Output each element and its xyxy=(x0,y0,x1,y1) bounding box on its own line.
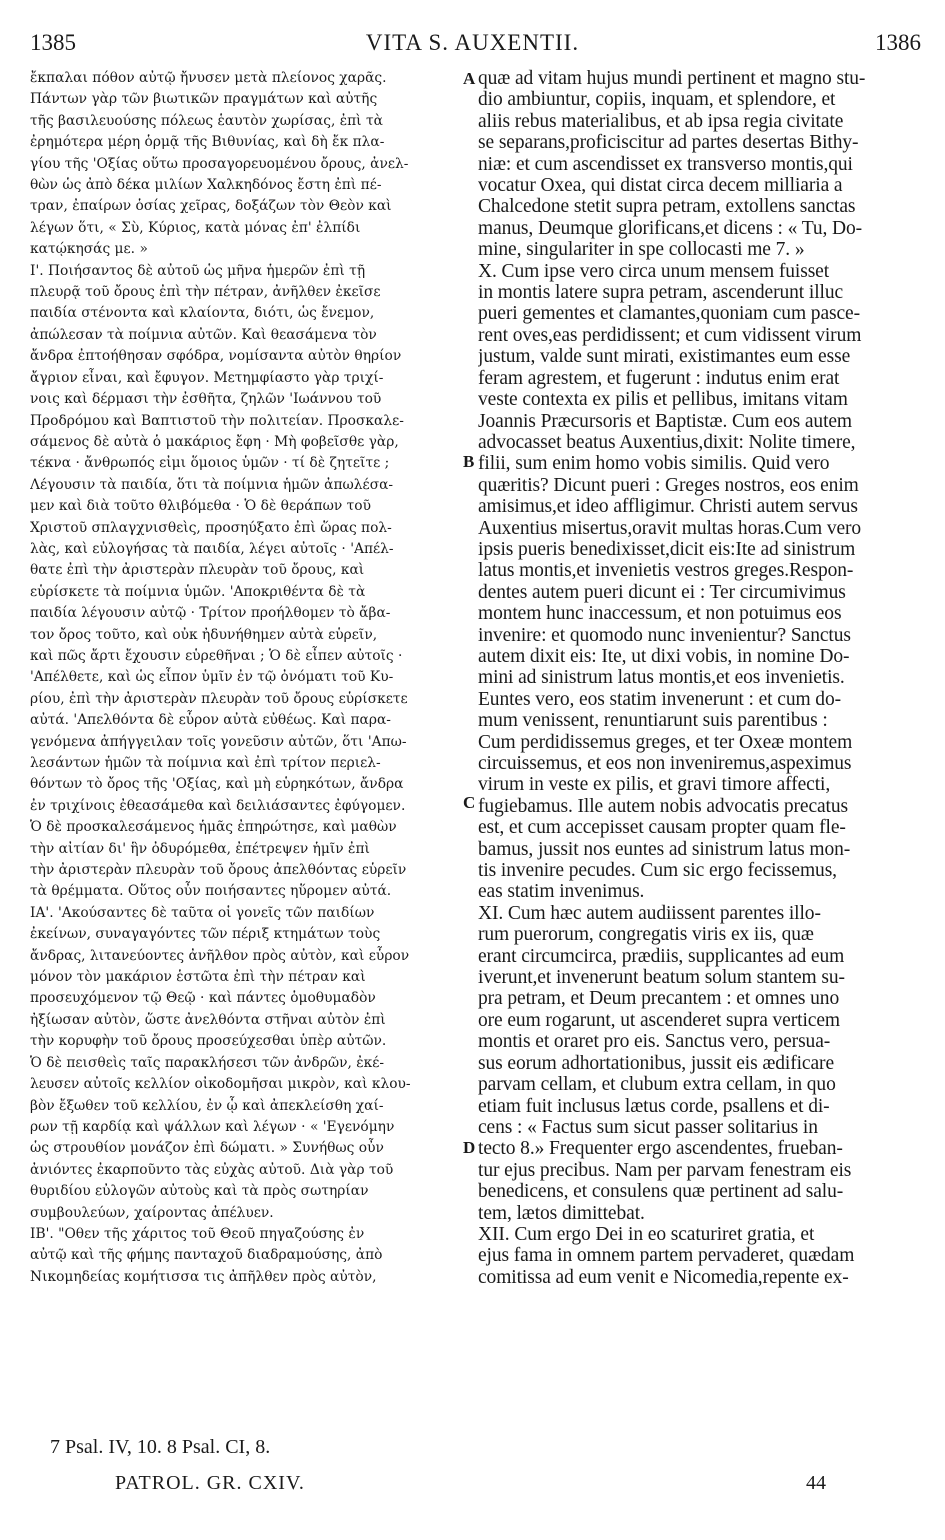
running-title: VITA S. AUXENTII. xyxy=(365,30,580,55)
greek-text-line: θὼν ὡς ἀπὸ δέκα μιλίων Χαλκηδόνος ἔστη ἐπὶ πέ- xyxy=(30,177,382,194)
greek-text-line: σάμενος δὲ αὐτὰ ὁ μακάριος ἔφη · Μὴ φοβεῖσθε γὰρ, xyxy=(30,433,399,450)
latin-text-line: eas statim invenimus. xyxy=(478,881,645,903)
greek-text-line: τὴν ἀριστερὰν πλευρὰν τοῦ ὄρους ἀπελθόντας εὑρεῖν xyxy=(30,862,407,879)
greek-text-line: καὶ πῶς ἄρτι ἔχουσιν εὑρεθῆναι ; Ὁ δὲ εἶπεν αὐτοῖς · xyxy=(30,647,403,664)
greek-text-line: ἄνδρας, λιτανεύοντες ἀνῆλθον πρὸς αὐτὸν, καὶ εὗρον xyxy=(30,947,410,964)
greek-text-line: τραν, ἐπαίρων ὁσίας χεῖρας, δοξάζων τὸν Θεὸν καὶ xyxy=(30,198,392,215)
margin-letter-b: B xyxy=(463,452,475,471)
latin-column xyxy=(478,68,908,1288)
greek-text-line: λεσάντων ἡμῶν τὰ ποίμνια καὶ ἐπὶ τρίτον περιελ- xyxy=(30,755,381,771)
margin-letter-a: A xyxy=(463,69,476,88)
latin-text-line: tur ejus precibus. Nam per parvam fenestram eis xyxy=(478,1159,852,1181)
greek-text-line: συμβουλεύων, χαίροντας ἀπέλυεν. xyxy=(30,1204,274,1221)
greek-text-line: Χριστοῦ σπλαγχνισθεὶς, προσηύξατο ἐπὶ ὥρας πολ- xyxy=(30,519,392,536)
greek-text-line: 'Απέλθετε, καὶ ὡς εἶπον ὑμῖν ἐν τῷ ὀνόματι τοῦ Κυ- xyxy=(30,669,394,686)
greek-text-line: ἄγριον εἶναι, καὶ ἔφυγον. Μετημφίαστο γὰρ τριχί- xyxy=(30,369,384,386)
greek-text-line: μόνον τὸν μακάριον ἑστῶτα ἐπὶ τὴν πέτραν καὶ xyxy=(30,969,366,986)
latin-text-line: virum in veste ex pilis, et gravi timore affecti, xyxy=(478,774,831,796)
latin-text-line: cens : « Factus sum sicut passer solitarius in xyxy=(478,1116,818,1138)
latin-text-line: Cum perdidissemus greges, et ter Oxeæ montem xyxy=(478,731,853,753)
greek-text-line: αὐτά. 'Απελθόντα δὲ εὗρον αὐτὰ εὐθέως. Καὶ παρα- xyxy=(30,712,391,729)
latin-text-line: feram agrestem, et fugerunt : indutus enim erat xyxy=(478,367,840,389)
greek-text-line: Ι'. Ποιήσαντος δὲ αὐτοῦ ὡς μῆνα ἡμερῶν ἐπὶ τῇ xyxy=(30,262,366,279)
latin-text-line: veste contexta ex pilis et pellibus, imitans vitam xyxy=(478,389,848,411)
greek-text-line: νοις καὶ δέρμασι τὴν ἐσθῆτα, ζηλῶν 'Ιωάννου τοῦ xyxy=(30,391,382,408)
greek-text-line: τῆς βασιλευούσης πόλεως ἑαυτὸν χωρίσας, ἐπὶ τὰ xyxy=(30,112,383,129)
latin-text-line: invenire: et quomodo nunc invenientur? Sanctus xyxy=(478,624,851,646)
greek-text-line: ἐρημότερα μέρη ὁρμᾷ τῆς Βιθυνίας, καὶ δὴ ἔκ πλα- xyxy=(30,134,385,151)
greek-text-line: τὰ θρέμματα. Οὕτος οὖν ποιήσαντες ηὕρομεν αὐτά. xyxy=(30,883,392,900)
latin-text-line: parvam cellam, et clubum extra cellam, in quo xyxy=(478,1074,836,1096)
greek-text-line: κατῴκησάς με. » xyxy=(30,241,148,258)
greek-text-line: τον ὄρος τοῦτο, καὶ οὐκ ἠδυνήθημεν αὐτὰ εὑρεῖν, xyxy=(30,626,378,643)
greek-text-line: λὰς, καὶ εὐλογήσας τὰ παιδία, λέγει αὐτοῖς · 'Απέλ- xyxy=(30,540,394,557)
latin-text-line: dio ambiuntur, copiis, inquam, et splendore, et xyxy=(478,89,836,111)
greek-text-line: παιδία λέγουσιν αὐτῷ · Τρίτον προήλθομεν τὸ ἄβα- xyxy=(30,605,391,622)
greek-text-line: ἀπώλεσαν τὰ ποίμνια αὐτῶν. Καὶ θεασάμενα τὸν xyxy=(30,326,377,343)
greek-text-line: ρίου, ἐπὶ τὴν ἀριστερὰν πλευρὰν τοῦ ὄρους εὑρίσκετε xyxy=(30,690,408,707)
latin-text-line: aliis rebus materialibus, et ab ipsa regia civitate xyxy=(478,110,844,132)
greek-text-line: Ὁ δὲ πεισθεὶς ταῖς παρακλήσεσι τῶν ἀνδρῶν, ἐκέ- xyxy=(30,1054,385,1071)
greek-text-line: τὴν κορυφὴν τοῦ ὄρους προσεύχεσθαι ὑπὲρ αὐτῶν. xyxy=(30,1033,387,1050)
latin-text-line: tis invenire pecudes. Cum sic ergo fecissemus, xyxy=(478,860,837,882)
latin-text-line: Chalcedone stetit supra petram, extollens sanctas xyxy=(478,196,856,218)
greek-text-line: αὐτῷ καὶ τῆς φήμης πανταχοῦ διαδραμούσης, ἀπὸ xyxy=(30,1247,383,1264)
latin-text-line: sus eorum adhortationibus, jussit eis ædificare xyxy=(478,1052,834,1074)
greek-text-line: ἄνδρα ἐπτοήθησαν σφόδρα, νομίσαντα αὐτὸν θηρίον xyxy=(30,348,402,365)
greek-text-line: προσευχόμενον τῷ Θεῷ · καὶ πάντες ὁμοθυμαδὸν xyxy=(30,990,376,1007)
latin-text-line: circuissemus, et eos non inveniremus,aspeximus xyxy=(478,753,852,774)
latin-text-line: erant circumcirca, prædiis, supplicantes ad eum xyxy=(478,945,845,967)
greek-text-line: ΙΒ'. "Οθεν τῆς χάριτος τοῦ Θεοῦ πηγαζούσης ἐν xyxy=(30,1225,365,1242)
greek-text-line: τέκνα · ἄνθρωπός εἰμι ὅμοιος ὑμῶν · τί δὲ ζητεῖτε ; xyxy=(30,455,390,472)
greek-text-line: παιδία στένοντα καὶ κλαίοντα, διότι, ὡς ἔνεμον, xyxy=(30,305,375,322)
latin-text-line: benedicens, et consulens quæ pertinent ad salu- xyxy=(478,1181,844,1203)
latin-text-line: mine, singulariter in spe collocasti me 7. » xyxy=(478,239,805,261)
latin-text-line: se separans,proficiscitur ad partes desertas Bithy- xyxy=(478,132,859,154)
latin-text-line: mum venissent, renuntiarunt suis parentibus : xyxy=(478,710,828,732)
latin-text-line: XI. Cum hæc autem audiissent parentes illo- xyxy=(478,902,821,924)
greek-text-line: ρων τῇ καρδίᾳ καὶ ψάλλων καὶ λέγων · « 'Εγενόμην xyxy=(30,1118,395,1135)
greek-text-line: ἐν τριχίνοις ἐθεασάμεθα καὶ δειλιάσαντες ἐφύγομεν. xyxy=(30,797,406,814)
latin-text-line: etiam fuit inclusus lætus corde, psallens et di- xyxy=(478,1095,830,1117)
greek-text-line: ὡς στρουθίον μονάζον ἐπὶ δώματι. » Συνήθως οὖν xyxy=(30,1140,384,1157)
latin-text-line: iverunt,et invenerunt beatum solum stantem su- xyxy=(478,967,845,989)
latin-text-line: Joannis Præcursoris et Baptistæ. Cum eos autem xyxy=(478,410,853,432)
greek-text-line: Πάντων γὰρ τῶν βιωτικῶν πραγμάτων καὶ αὐτῆς xyxy=(30,91,378,108)
greek-text-line: θυριδίου εὐλογῶν αὐτοὺς καὶ τὰ πρὸς σωτηρίαν xyxy=(30,1183,369,1200)
latin-text-line: pueri gementes et clamantes,quoniam cum pasce- xyxy=(478,303,861,325)
greek-text-line: ἠξίωσαν αὐτὸν, ὥστε ἀνελθόντα στῆναι αὐτὸν ἐπὶ xyxy=(30,1011,386,1028)
latin-text-line: X. Cum ipse vero circa unum mensem fuisset xyxy=(478,260,830,282)
right-page-number: 1386 xyxy=(875,30,921,55)
greek-text-line: γίου τῆς 'Οξίας οὕτω προσαγορευομένου ὄρους, ἀνελ- xyxy=(30,155,409,172)
page-header xyxy=(0,30,945,66)
latin-text-line: justum, valde sunt mirati, existimantes eum esse xyxy=(478,346,851,368)
greek-text-line: ἐκείνων, συναγαγόντες τῶν πέριξ κτημάτων τοὺς xyxy=(30,926,381,943)
greek-text-line: Νικομηδείας κομήτισσα τις ἀπῆλθεν πρὸς αὐτὸν, xyxy=(30,1268,377,1285)
latin-text-line: quæ ad vitam hujus mundi pertinent et magno stu- xyxy=(478,68,866,89)
greek-text-line: Προδρόμου καὶ Βαπτιστοῦ τὴν πολιτείαν. Προσκαλε- xyxy=(30,412,404,429)
latin-text-line: in montis latere supra petram, ascenderunt illuc xyxy=(478,282,844,304)
latin-text-line: manus, Deumque glorificans,et dicens : « Tu, Do- xyxy=(478,217,863,239)
latin-text-line: ejus fama in omnem partem pervaderet, quædam xyxy=(478,1245,855,1267)
greek-text-line: βὸν ἔξωθεν τοῦ κελλίου, ἐν ᾧ καὶ ἀπεκλείσθη χαί- xyxy=(30,1097,384,1114)
greek-text-line: τὴν αἰτίαν δι' ἣν ὀδυρόμεθα, ἐπέτρεψεν ἡμῖν ἐπὶ xyxy=(30,840,370,857)
latin-text-line: latus montis,et invenietis vestros greges.Respon- xyxy=(478,560,854,582)
latin-text-line: tecto 8.» Frequenter ergo ascendentes, frueban- xyxy=(478,1138,843,1160)
margin-letter-c: C xyxy=(463,793,476,812)
latin-text-line: tem, lætos dimittebat. xyxy=(478,1202,645,1224)
left-page-number: 1385 xyxy=(30,30,76,55)
latin-text-line: vocatur Oxea, qui distat circa decem milliaria a xyxy=(478,175,843,197)
latin-text-line: comitissa ad eum venit e Nicomedia,repente ex- xyxy=(478,1266,849,1288)
latin-text-line: rum puerorum, congregatis viris ex iis, quæ xyxy=(478,924,814,946)
latin-text-line: fugiebamus. Ille autem nobis advocatis precatus xyxy=(478,795,849,817)
latin-text-line: est, et cum accepisset causam propter quam fle- xyxy=(478,817,846,839)
latin-text-line: niæ: et cum ascendisset ex transverso montis,qui xyxy=(478,153,853,175)
footnotes: 7 Psal. IV, 10. 8 Psal. CI, 8. xyxy=(50,1436,271,1458)
greek-text-line: Λέγουσιν τὰ παιδία, ὅτι τὰ ποίμνια ἡμῶν ἀπωλέσα- xyxy=(30,476,394,493)
greek-text-line: ἀνιόντες ἐκαρποῦντο τὰς εὐχὰς αὐτοῦ. Διὰ γὰρ τοῦ xyxy=(30,1161,394,1178)
greek-text-line: λέγων ὅτι, « Σὺ, Κύριος, κατὰ μόνας ἐπ' ἐλπίδι xyxy=(30,219,361,236)
latin-text-line: montis et oraret pro eis. Sanctus vero, persua- xyxy=(478,1031,831,1053)
greek-text-line: ΙΑ'. 'Ακούσαντες δὲ ταῦτα οἱ γονεῖς τῶν παιδίων xyxy=(30,904,375,921)
margin-letter-d: D xyxy=(463,1138,476,1157)
latin-text-line: dentes autem pueri dicunt ei : Ter circumivimus xyxy=(478,581,846,603)
latin-text-line: amisimus,et ideo affligimur. Christi autem servus xyxy=(478,496,858,518)
latin-text-line: XII. Cum ergo Dei in eo scaturiret gratia, et xyxy=(478,1223,815,1245)
latin-text-line: quæritis? Dicunt pueri : Greges nostros, eos enim xyxy=(478,474,859,496)
greek-text-line: θατε ἐπὶ τὴν ἀριστερὰν πλευρὰν τοῦ ὄρους, καὶ xyxy=(30,562,365,579)
latin-text-line: advocasset beatus Auxentius,dixit: Nolite timere, xyxy=(478,431,856,453)
latin-text-line: mini ad sinistrum latus montis,et eos invenietis. xyxy=(478,667,845,689)
greek-column xyxy=(30,68,470,1288)
latin-text-line: pra petram, et Deum precantem : et omnes uno xyxy=(478,988,840,1010)
greek-text-line: λευσεν αὐτοῖς κελλίον οἰκοδομῆσαι μικρὸν, καὶ κλου- xyxy=(30,1076,411,1093)
sheet-number: 44 xyxy=(806,1472,826,1494)
latin-text-line: ipsis pueris benedixisset,dicit eis:Ite ad sinistrum xyxy=(478,538,856,560)
latin-text-line: montem hunc inaccessum, et non potuimus eos xyxy=(478,603,842,625)
latin-text-line: ore eum rogarunt, ut ascenderet supra verticem xyxy=(478,1009,840,1031)
greek-text-line: πλευρᾷ τοῦ ὄρους ἐπὶ τὴν πέτραν, ἀνῆλθεν ἐκεῖσε xyxy=(30,284,381,301)
greek-text-line: γενόμενα ἀπήγγειλαν τοῖς γονεῦσιν αὐτῶν, ὅτι 'Απω- xyxy=(30,733,407,750)
greek-text-line: εὑρίσκετε τὰ ποίμνια ὑμῶν. 'Αποκριθέντα δὲ τὰ xyxy=(30,583,366,600)
greek-text-line: μεν καὶ διὰ τοῦτο θλιβόμεθα · Ὁ δὲ θεράπων τοῦ xyxy=(30,498,371,515)
series-reference: PATROL. GR. CXIV. xyxy=(115,1472,305,1494)
latin-text-line: filii, sum enim homo vobis similis. Quid vero xyxy=(478,453,830,475)
latin-text-line: Auxentius misertus,oravit multas horas.Cum vero xyxy=(478,517,862,539)
greek-text-line: ἔκπαλαι πόθον αὐτῷ ἤνυσεν μετὰ πλείονος χαρᾶς. xyxy=(30,70,387,86)
greek-text-line: Ὁ δὲ προσκαλεσάμενος ἡμᾶς ἐπηρώτησε, καὶ μαθὼν xyxy=(30,819,397,836)
latin-text-line: autem dixit eis: Ite, ut dixi vobis, in nomine Do- xyxy=(478,645,850,667)
latin-text-line: rent oves,eas perdidissent; et cum vidissent virum xyxy=(478,324,862,346)
greek-text-line: θόντων τὸ ὄρος τῆς 'Οξίας, καὶ μὴ εὑρηκότων, ἄνδρα xyxy=(30,776,404,793)
latin-text-line: bamus, jussit nos euntes ad sinistrum latus mon- xyxy=(478,838,851,860)
latin-text-line: Euntes vero, eos statim invenerunt : et cum do- xyxy=(478,688,842,710)
